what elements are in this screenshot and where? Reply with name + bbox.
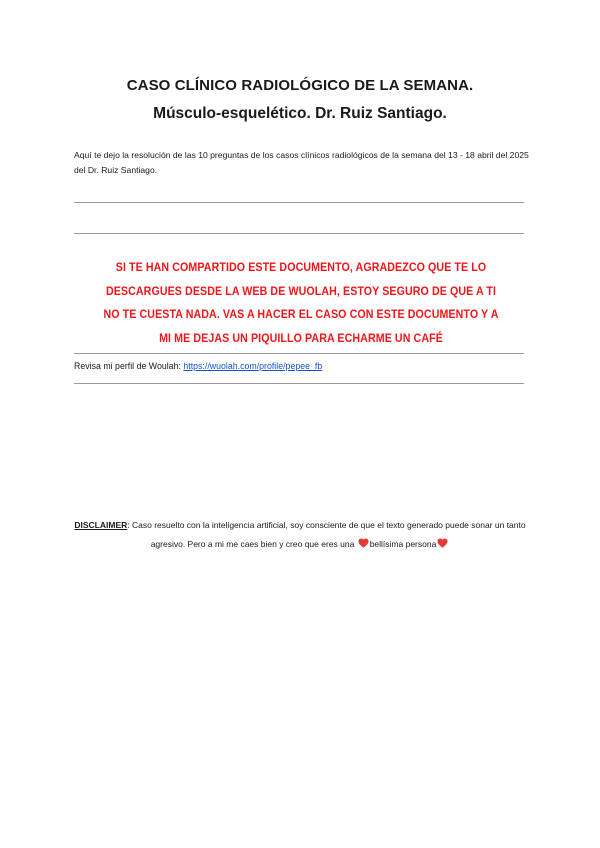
- divider: [74, 233, 524, 234]
- warning-notice: SI TE HAN COMPARTIDO ESTE DOCUMENTO, AGRADEZCO QUE TE LO DESCARGUES DESDE LA WEB DE WUOLAH, ESTOY SEGURO DE QUE A TI NO TE CUESTA NADA. VAS A HACER EL CASO CON ESTE DOCUMENTO Y A MI ME DEJAS UN PIQUILLO PARA ECHARME UN CAFÉ: [103, 260, 499, 345]
- divider: [74, 202, 524, 203]
- profile-label: Revisa mi perfil de Woulah:: [74, 361, 184, 371]
- disclaimer-label: DISCLAIMER: [74, 520, 128, 530]
- heart-icon: [437, 538, 448, 548]
- disclaimer-paragraph: [70, 516, 530, 554]
- profile-line: [74, 361, 322, 371]
- divider: [74, 353, 524, 354]
- profile-link[interactable]: https://wuolah.com/profile/pepee_fb: [183, 361, 323, 371]
- disclaimer-text: : Caso resuelto con la inteligencia artificial, soy consciente de que el texto generado puede sonar un tanto agresivo. Pero a mi me caes bien y creo que eres una: [127, 520, 526, 549]
- document-title: CASO CLÍNICO RADIOLÓGICO DE LA SEMANA.: [126, 77, 474, 94]
- document-subtitle: Músculo-esquelético. Dr. Ruiz Santiago.: [153, 105, 447, 122]
- intro-paragraph: Aquí te dejo la resolución de las 10 preguntas de los casos clínicos radiológicos de la semana del 13 - 18 abril del 2025 del Dr. Ruiz Santiago.: [74, 150, 529, 175]
- disclaimer-text-end: bellísima persona: [369, 539, 437, 549]
- divider: [74, 383, 524, 384]
- heart-icon: [358, 538, 369, 548]
